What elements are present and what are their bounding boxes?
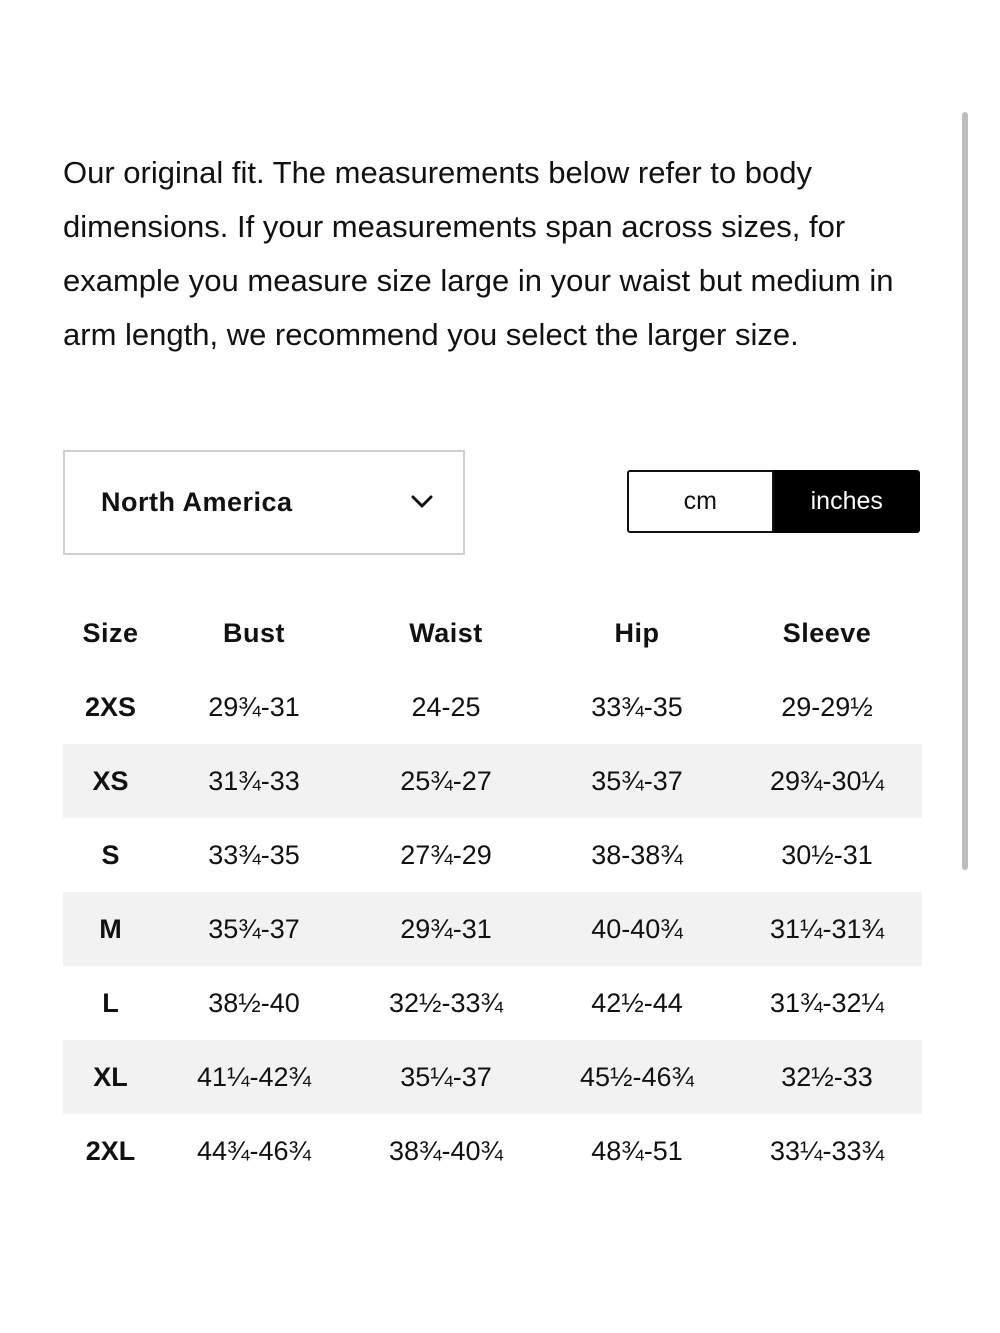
size-cell: M <box>63 892 158 966</box>
bust-cell: 38½-40 <box>208 987 300 1018</box>
header-bust: Bust <box>223 617 285 648</box>
size-cell: S <box>101 839 120 870</box>
hip-cell: 45½-46¾ <box>542 1040 732 1114</box>
region-dropdown[interactable] <box>63 450 465 555</box>
table-row <box>63 1114 922 1188</box>
header-size: Size <box>82 617 139 648</box>
header-hip: Hip <box>614 617 660 648</box>
hip-cell: 38-38¾ <box>591 839 683 870</box>
header-waist: Waist <box>409 617 483 648</box>
region-selected-value: North America <box>101 487 293 517</box>
hip-cell: 42½-44 <box>591 987 683 1018</box>
table-row <box>63 966 922 1040</box>
waist-cell: 27¾-29 <box>400 839 492 870</box>
sleeve-cell: 30½-31 <box>781 839 873 870</box>
scrollbar[interactable] <box>962 112 968 870</box>
table-row <box>63 744 922 818</box>
waist-cell: 24-25 <box>411 691 481 722</box>
size-cell: L <box>102 987 119 1018</box>
sleeve-cell: 31¼-31¾ <box>732 892 922 966</box>
table-row <box>63 892 922 966</box>
unit-inches-button[interactable]: inches <box>774 470 921 533</box>
waist-cell: 32½-33¾ <box>388 987 504 1018</box>
hip-cell: 33¾-35 <box>591 691 683 722</box>
bust-cell: 41¼-42¾ <box>158 1040 350 1114</box>
hip-cell: 35¾-37 <box>542 744 732 818</box>
waist-cell: 25¾-27 <box>350 744 542 818</box>
waist-cell: 29¾-31 <box>350 892 542 966</box>
table-row <box>63 1040 922 1114</box>
chevron-down-icon <box>411 494 433 510</box>
unit-cm-button[interactable]: cm <box>627 470 774 533</box>
size-cell: 2XL <box>85 1135 136 1166</box>
table-header-row <box>63 596 922 670</box>
size-cell: XS <box>63 744 158 818</box>
bust-cell: 35¾-37 <box>158 892 350 966</box>
sleeve-cell: 29¾-30¼ <box>732 744 922 818</box>
bust-cell: 44¾-46¾ <box>196 1135 312 1166</box>
hip-cell: 40-40¾ <box>542 892 732 966</box>
fit-description: Our original fit. The measurements below refer to body dimensions. If your measurements span across sizes, for example you measure size large in your waist but medium in arm length, we recommend you select the larger size. <box>63 155 894 352</box>
bust-cell: 29¾-31 <box>208 691 300 722</box>
header-sleeve: Sleeve <box>782 617 872 648</box>
sleeve-cell: 33¼-33¾ <box>769 1135 885 1166</box>
bust-cell: 33¾-35 <box>208 839 300 870</box>
table-row <box>63 818 922 892</box>
hip-cell: 48¾-51 <box>591 1135 683 1166</box>
waist-cell: 35¼-37 <box>350 1040 542 1114</box>
waist-cell: 38¾-40¾ <box>388 1135 504 1166</box>
unit-toggle <box>627 470 920 533</box>
table-row <box>63 670 922 744</box>
sleeve-cell: 31¾-32¼ <box>769 987 885 1018</box>
size-chart-table <box>63 596 922 1188</box>
sleeve-cell: 29-29½ <box>781 691 873 722</box>
sleeve-cell: 32½-33 <box>732 1040 922 1114</box>
size-cell: 2XS <box>84 691 137 722</box>
size-cell: XL <box>63 1040 158 1114</box>
bust-cell: 31¾-33 <box>158 744 350 818</box>
